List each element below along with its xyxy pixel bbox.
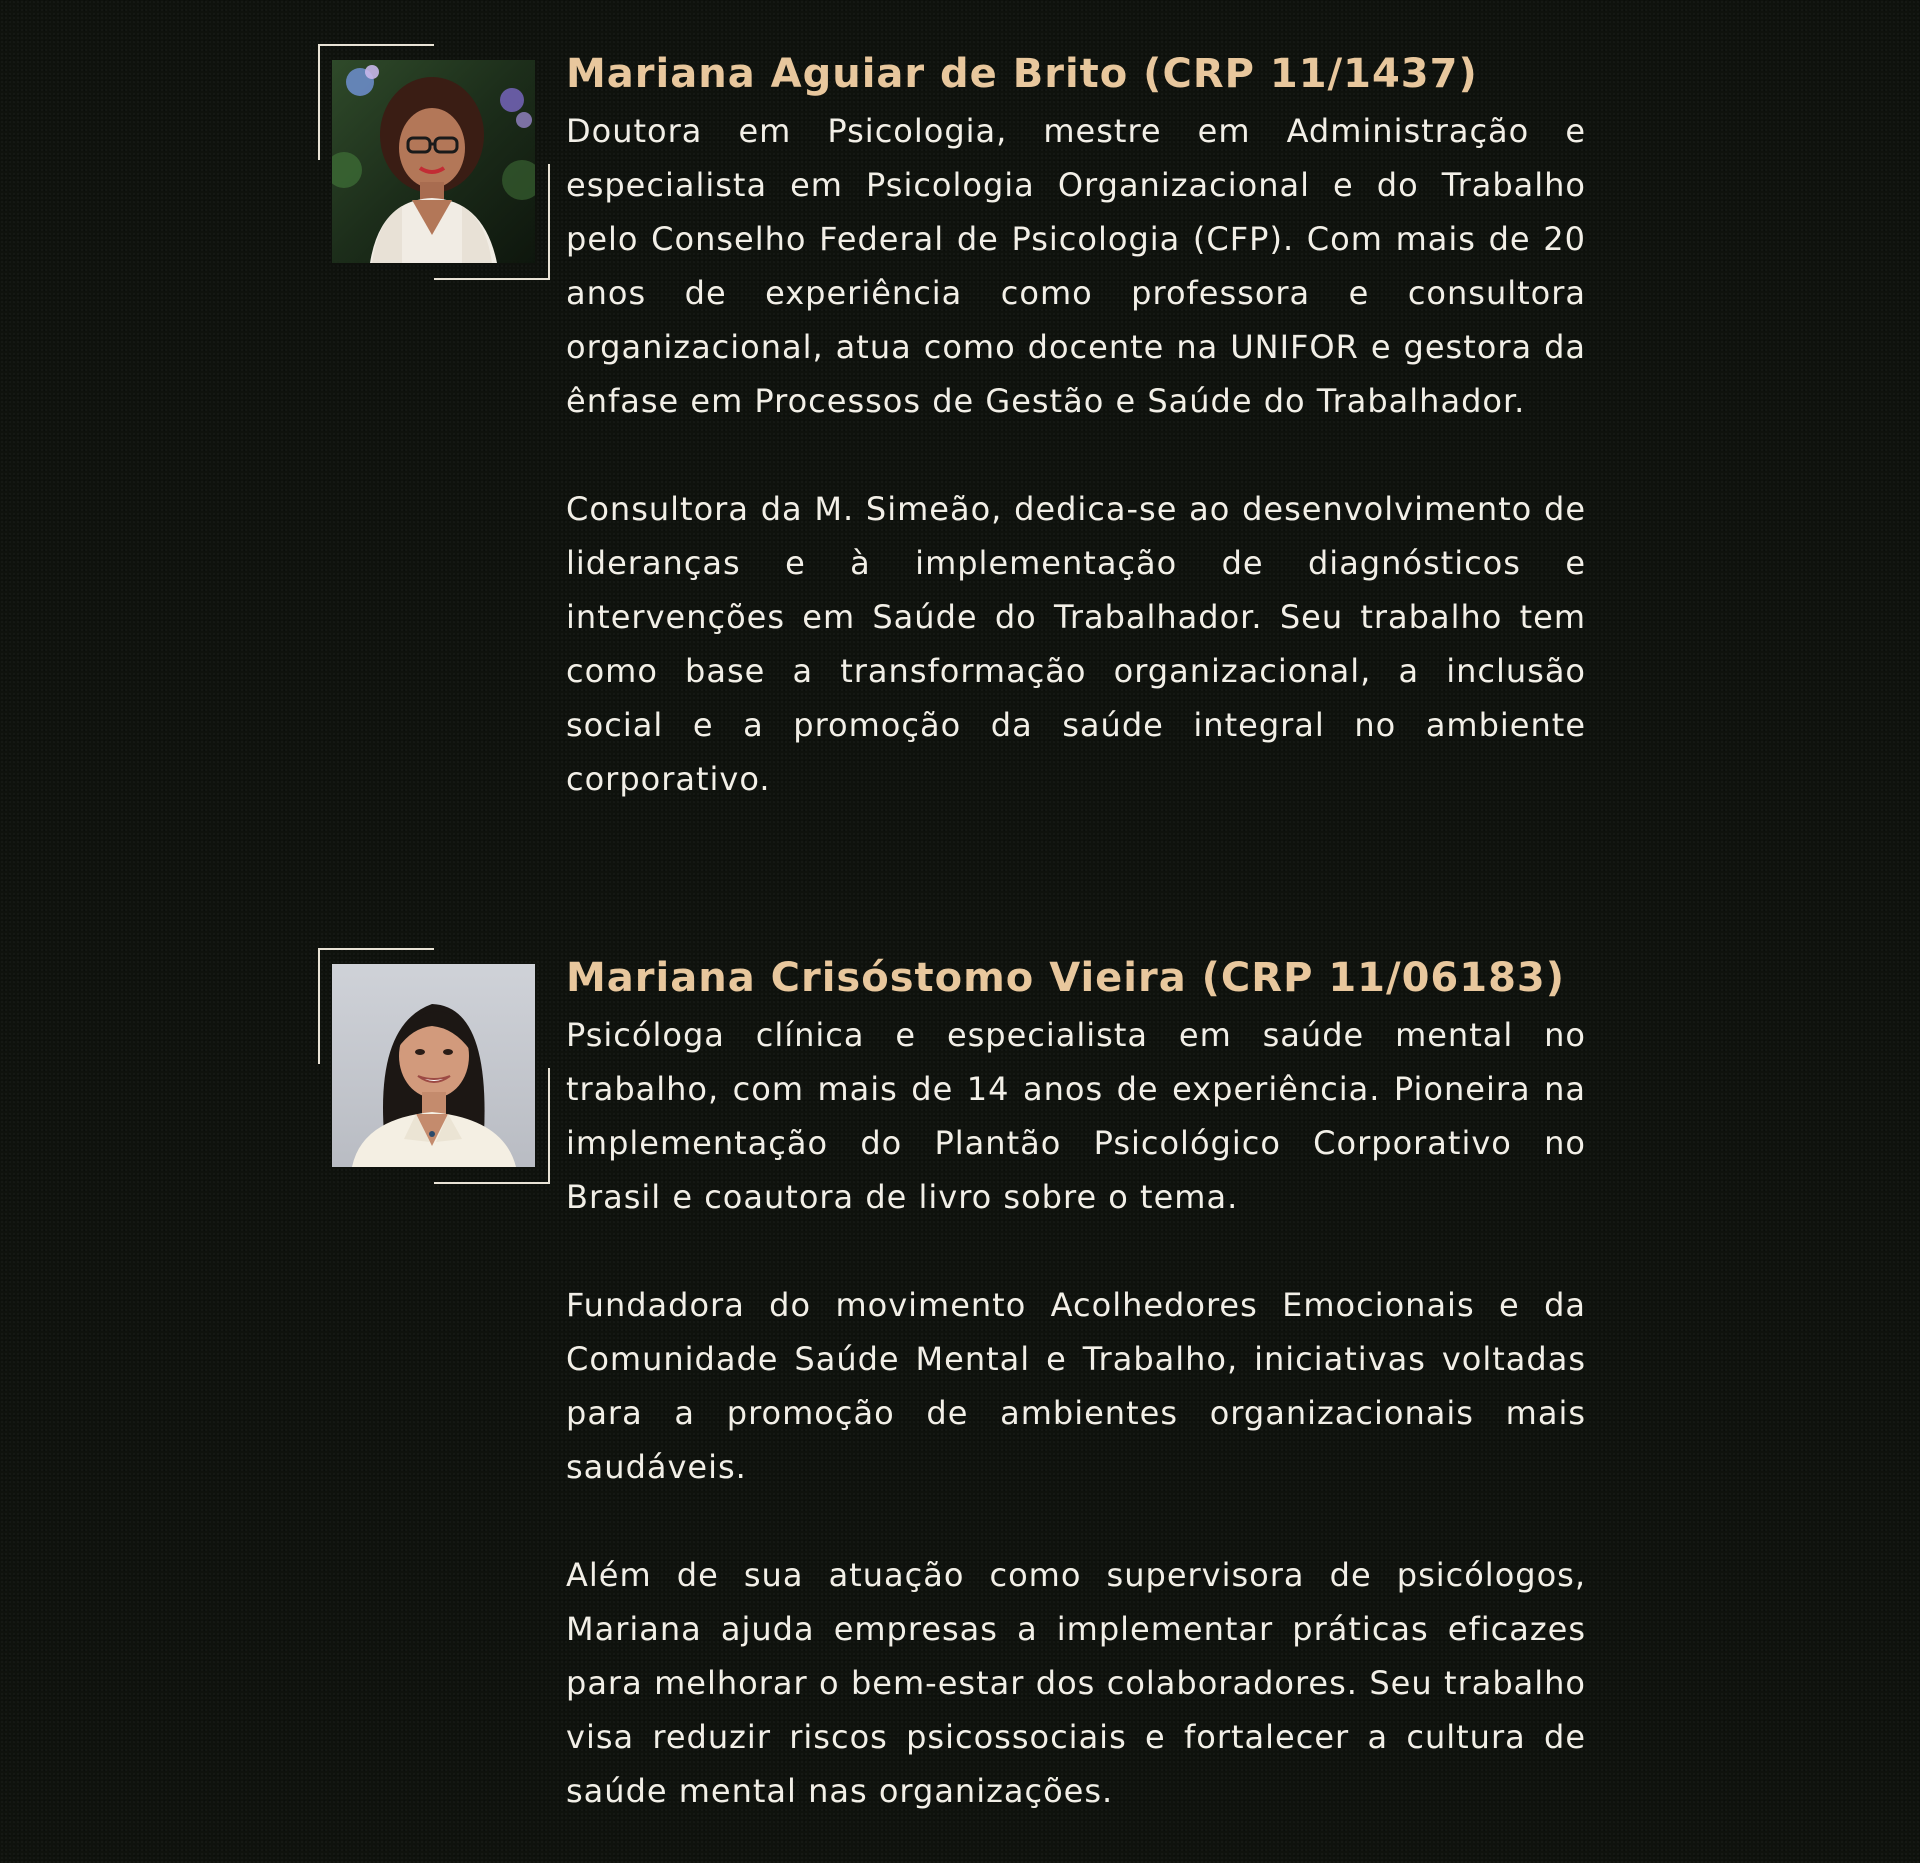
profile-name: Mariana Aguiar de Brito (CRP 11/1437): [566, 51, 1478, 97]
profile-photo-mariana-crisostomo: [332, 964, 535, 1167]
profile-text: [566, 44, 1586, 806]
profile-photo-frame: [318, 948, 550, 1184]
profile-bio-paragraph: Doutora em Psicologia, mestre em Administração e especialista em Psicologia Organizacional e do Trabalho pelo Conselho Federal de Psicologia (CFP). Com mais de 20 anos de experiência como professora e consultora organizacional, atua como docente na UNIFOR e gestora da ênfase em Processos de Gestão e Saúde do Trabalhador.: [566, 112, 1586, 420]
profile-photo-mariana-aguiar: [332, 60, 535, 263]
profile-text: [566, 948, 1586, 1818]
profile-bio-paragraph: Fundadora do movimento Acolhedores Emocionais e da Comunidade Saúde Mental e Trabalho, iniciativas voltadas para a promoção de ambientes organizacionais mais saudáveis.: [566, 1286, 1586, 1486]
profile-name: Mariana Crisóstomo Vieira (CRP 11/06183): [566, 955, 1566, 1001]
profile-bio-paragraph: Além de sua atuação como supervisora de psicólogos, Mariana ajuda empresas a implementar práticas eficazes para melhorar o bem-estar dos colaboradores. Seu trabalho visa reduzir riscos psicossociais e fortalecer a cultura de saúde mental nas organizações.: [566, 1556, 1586, 1810]
profile-bio-paragraph: Psicóloga clínica e especialista em saúde mental no trabalho, com mais de 14 anos de experiência. Pioneira na implementação do Plantão Psicológico Corporativo no Brasil e coautora de livro sobre o tema.: [566, 1016, 1586, 1216]
profile-photo-frame: [318, 44, 550, 280]
profile-bio-paragraph: Consultora da M. Simeão, dedica-se ao desenvolvimento de lideranças e à implementação de diagnósticos e intervenções em Saúde do Trabalhador. Seu trabalho tem como base a transformação organizacional, a inclusão social e a promoção da saúde integral no ambiente corporativo.: [566, 490, 1586, 798]
